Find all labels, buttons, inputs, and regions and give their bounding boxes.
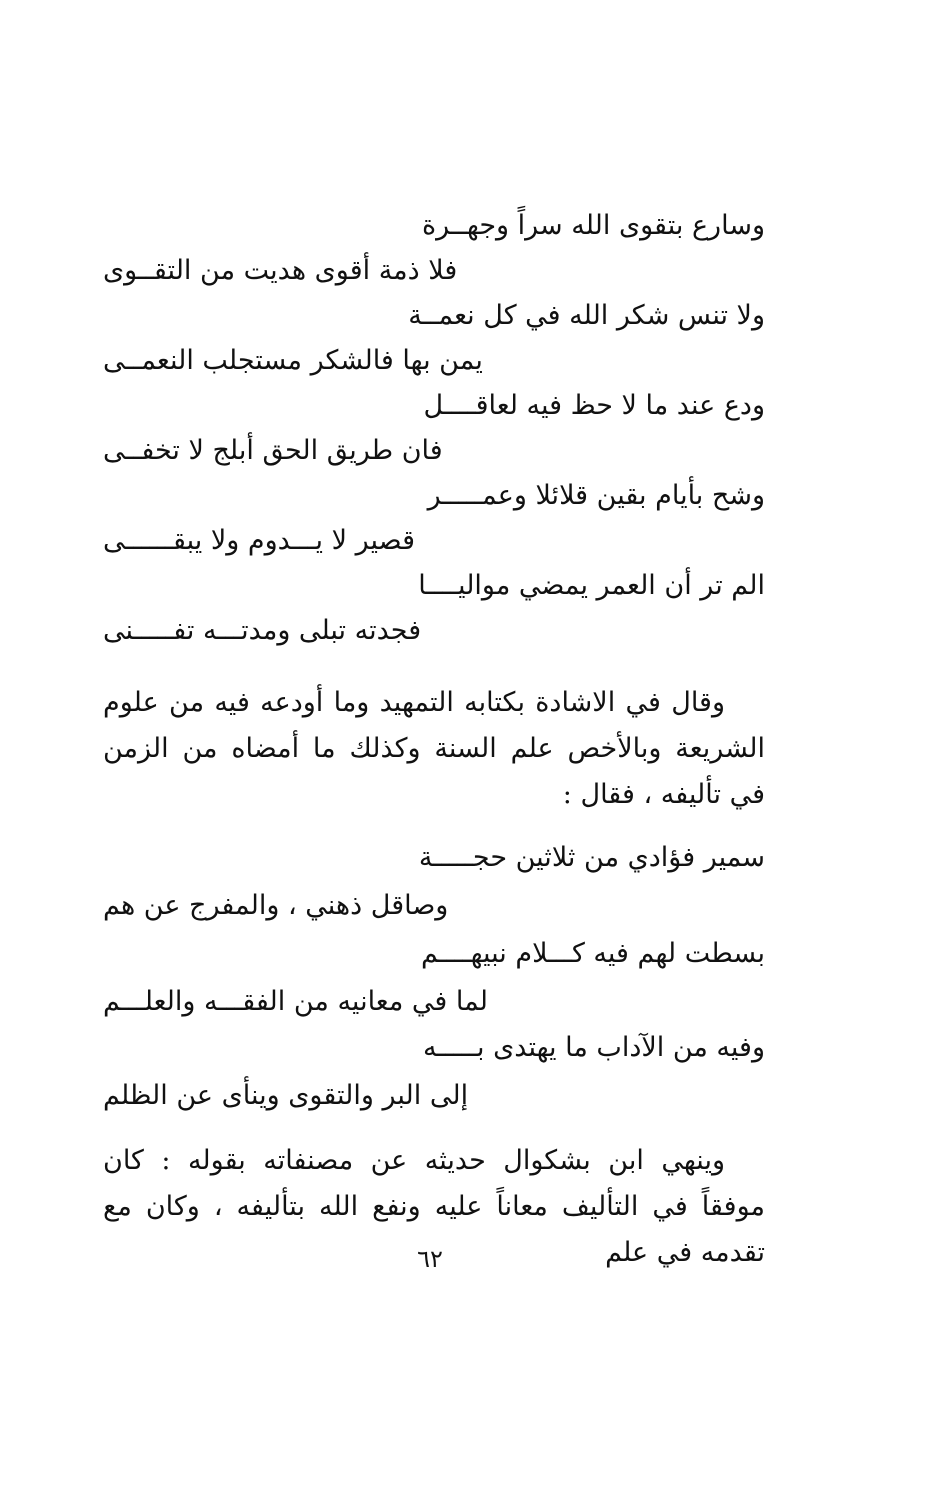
verse-line: قصير لا يـــدوم ولا يبقــــــى bbox=[103, 525, 415, 556]
verse-line: ودع عند ما لا حظ فيه لعاقــــل bbox=[423, 390, 765, 421]
verse-line: وسارع بتقوى الله سراً وجهــرة bbox=[422, 210, 765, 241]
verse-line: بسطت لهم فيه كـــلام نبيهــــم bbox=[420, 938, 765, 969]
verse-line: يمن بها فالشكر مستجلب النعمــى bbox=[103, 345, 483, 376]
verse-line: وشح بأيام بقين قلائلا وعمـــــر bbox=[427, 480, 765, 511]
verse-line: ولا تنس شكر الله في كل نعمــة bbox=[408, 300, 765, 331]
paragraph-text: وينهي ابن بشكوال حديثه عن مصنفاته بقوله : كان موفقاً في التأليف معاناً عليه ونفع الله بتأليفه ، وكان مع تقدمه في علم bbox=[103, 1145, 765, 1268]
verse-line: لما في معانيه من الفقـــه والعلـــم bbox=[103, 986, 488, 1017]
verse-line: سمير فؤادي من ثلاثين حجـــــة bbox=[418, 842, 765, 873]
verse-line: إلى البر والتقوى وينأى عن الظلم bbox=[103, 1080, 469, 1111]
paragraph-text: وقال في الاشادة بكتابه التمهيد وما أودعه فيه من علوم الشريعة وبالأخص علم السنة وكذلك ما أمضاه من الزمن في تأليفه ، فقال : bbox=[103, 687, 765, 810]
verse-line: وصاقل ذهني ، والمفرج عن هم bbox=[103, 890, 449, 921]
verse-line: فان طريق الحق أبلج لا تخفــى bbox=[103, 435, 443, 466]
verse-line: الم تر أن العمر يمضي مواليــــا bbox=[418, 570, 765, 601]
page-number: ٦٢ bbox=[417, 1245, 443, 1273]
prose-paragraph-1 bbox=[103, 680, 765, 818]
verse-line: فلا ذمة أقوى هديت من التقــوى bbox=[103, 255, 458, 286]
verse-line: فجدته تبلى ومدتـــه تفـــــنى bbox=[103, 615, 422, 646]
verse-line: وفيه من الآداب ما يهتدى بـــــه bbox=[423, 1032, 765, 1063]
